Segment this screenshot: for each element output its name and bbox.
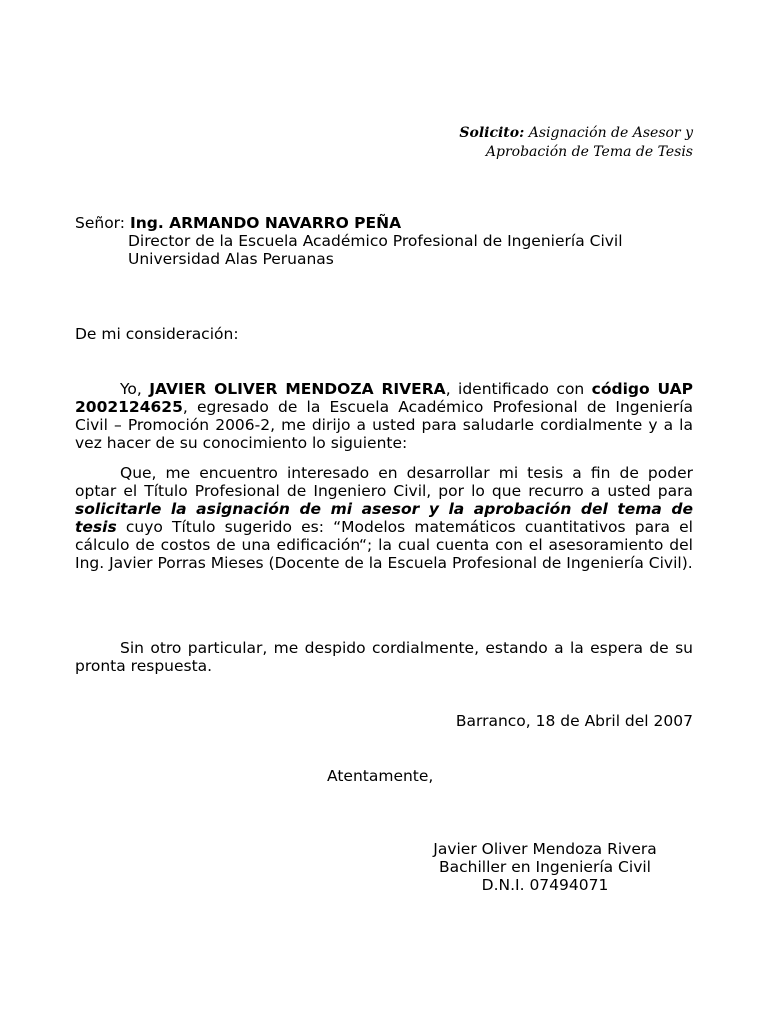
- recipient-position: Director de la Escuela Académico Profesional de Ingeniería Civil: [128, 232, 623, 250]
- subject-block: [459, 124, 693, 162]
- letter-date: Barranco, 18 de Abril del 2007: [455, 712, 693, 730]
- signature-title: Bachiller en Ingeniería Civil: [439, 858, 651, 876]
- p2-text-1: Que, me encuentro interesado en desarrollar mi tesis a fin de poder optar el Título Profesional de Ingeniero Civil, por lo que recurro a usted para: [75, 464, 693, 500]
- student-code: código UAP 2002124625: [75, 380, 694, 416]
- paragraph-request: [75, 464, 693, 572]
- recipient-name-line: [75, 214, 695, 232]
- sender-name: JAVIER OLIVER MENDOZA RIVERA: [149, 380, 446, 398]
- signature-dni: D.N.I. 07494071: [481, 876, 609, 894]
- paragraph-farewell: Sin otro particular, me despido cordialmente, estando a la espera de su pronta respuesta.: [75, 639, 693, 675]
- salutation: Señor:: [75, 214, 130, 232]
- subject-text-1: Asignación de Asesor y: [524, 125, 693, 141]
- request-emphasis: solicitarle la asignación de mi asesor y la aprobación del tema de tesis: [75, 500, 693, 536]
- signature-block: [395, 840, 695, 894]
- signature-name: Javier Oliver Mendoza Rivera: [433, 840, 657, 858]
- greeting: De mi consideración:: [75, 325, 239, 343]
- subject-line-1: [459, 124, 693, 143]
- paragraph-introduction: [75, 380, 693, 452]
- subject-line-2: Aprobación de Tema de Tesis: [485, 144, 693, 160]
- p1-text-1: Yo,: [120, 380, 150, 398]
- recipient-block: [75, 214, 695, 268]
- p1-text-3: , egresado de la Escuela Académico Profesional de Ingeniería Civil – Promoción 2006-2, me dirijo a usted para saludarle cordialmente y a la vez hacer de su conocimiento lo siguiente:: [75, 398, 693, 452]
- subject-label: Solicito:: [459, 125, 525, 141]
- p1-text-2: , identificado con: [445, 380, 592, 398]
- p2-text-2: cuyo Título sugerido es: “Modelos matemáticos cuantitativos para el cálculo de costos de una edificación“; la cual cuenta con el asesoramiento del Ing. Javier Porras Mieses (Docente de la Escuela Profesional de Ingeniería Civil).: [75, 518, 693, 572]
- closing: Atentamente,: [327, 767, 434, 785]
- recipient-institution: Universidad Alas Peruanas: [128, 250, 334, 268]
- recipient-name: Ing. ARMANDO NAVARRO PEÑA: [129, 214, 402, 232]
